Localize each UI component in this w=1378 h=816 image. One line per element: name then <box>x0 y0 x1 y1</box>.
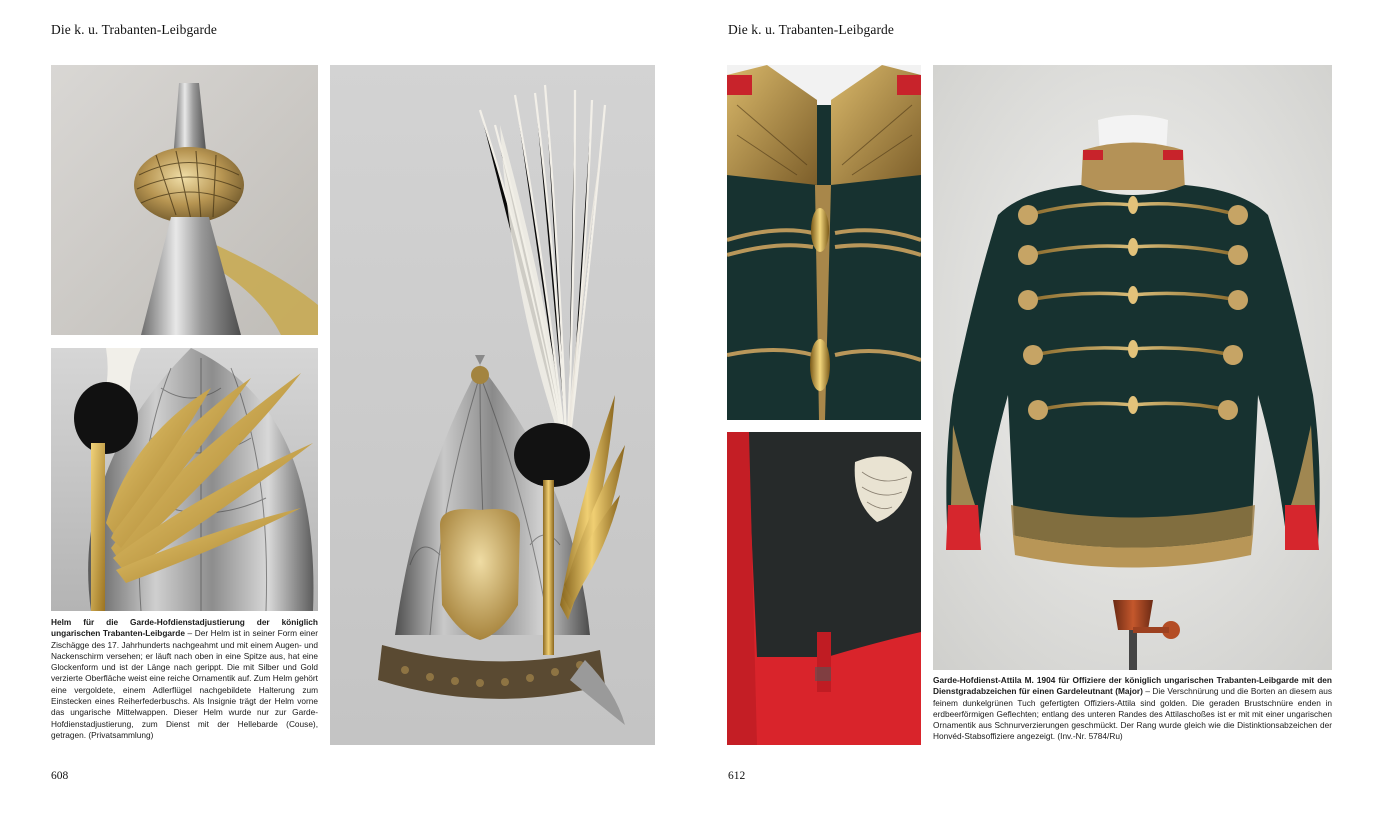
caption-tunic-title: Garde-Hofdienst-Attila M. 1904 für Offiziere der königlich ungarischen Trabanten-Leibgarde mit den Dienstgradabzeichen für einen Gardeleutnant (Major) <box>933 675 1332 697</box>
running-head: Die k. u. Trabanten-Leibgarde <box>51 22 217 37</box>
page-number: 612 <box>728 770 746 782</box>
photo-tunic-collar-detail <box>727 65 921 420</box>
caption-tunic-body: – Die Verschnürung und die Borten an diesem aus feinem dunkelgrünen Tuch gefertigten Offiziers-Attila sind golden. Die geraden Brustschnüre enden in erdbeerförmigen Geflechten; entlang des unteren Randes des Attilaschoßes ist er mit mit einer ungarischen Ornamentik aus Schnurverzierungen geschmückt. Der Rang wurde gleich wie die Distinktionsabzeichen der Honvéd-Stabsoffiziere angezeigt. (Inv.-Nr. 5784/Ru) <box>933 686 1332 742</box>
photo-helmet-full <box>330 65 655 745</box>
photo-tunic-lining <box>727 432 921 745</box>
caption-helmet <box>51 617 318 741</box>
photo-helmet-spike <box>51 65 318 335</box>
caption-tunic <box>933 675 1332 743</box>
caption-helmet-title: Helm für die Garde-Hofdienstadjustierung der königlich ungarischen Trabanten-Leibgarde <box>51 617 318 639</box>
page-number: 608 <box>51 770 69 782</box>
running-head: Die k. u. Trabanten-Leibgarde <box>728 22 894 37</box>
photo-tunic-full <box>933 65 1332 670</box>
photo-helmet-wing-detail <box>51 348 318 611</box>
right-page <box>689 0 1378 816</box>
caption-helmet-body: – Der Helm ist in seiner Form einer Zischägge des 17. Jahrhunderts nachgeahmt und mit einem Augen- und Nackenschirm versehen; er läuft nach oben in eine Spitze aus, hat eine Glockenform und ist der Länge nach gerippt. Die mit Silber und Gold verzierte Oberfläche weist eine reiche Ornamentik auf. Zum Helm gehört eine vergoldete, einem Adlerflügel nachgebildete Halterung zum Einstecken eines Reiherfederbuschs. Als Insignie trägt der Helm vorne das ungarische Mittelwappen. Dieser Helm wurde nur zur Garde-Hofdienstadjustierung, zum Dienst mit der Hellebarde (Couse), getragen. (Privatsammlung) <box>51 628 318 740</box>
